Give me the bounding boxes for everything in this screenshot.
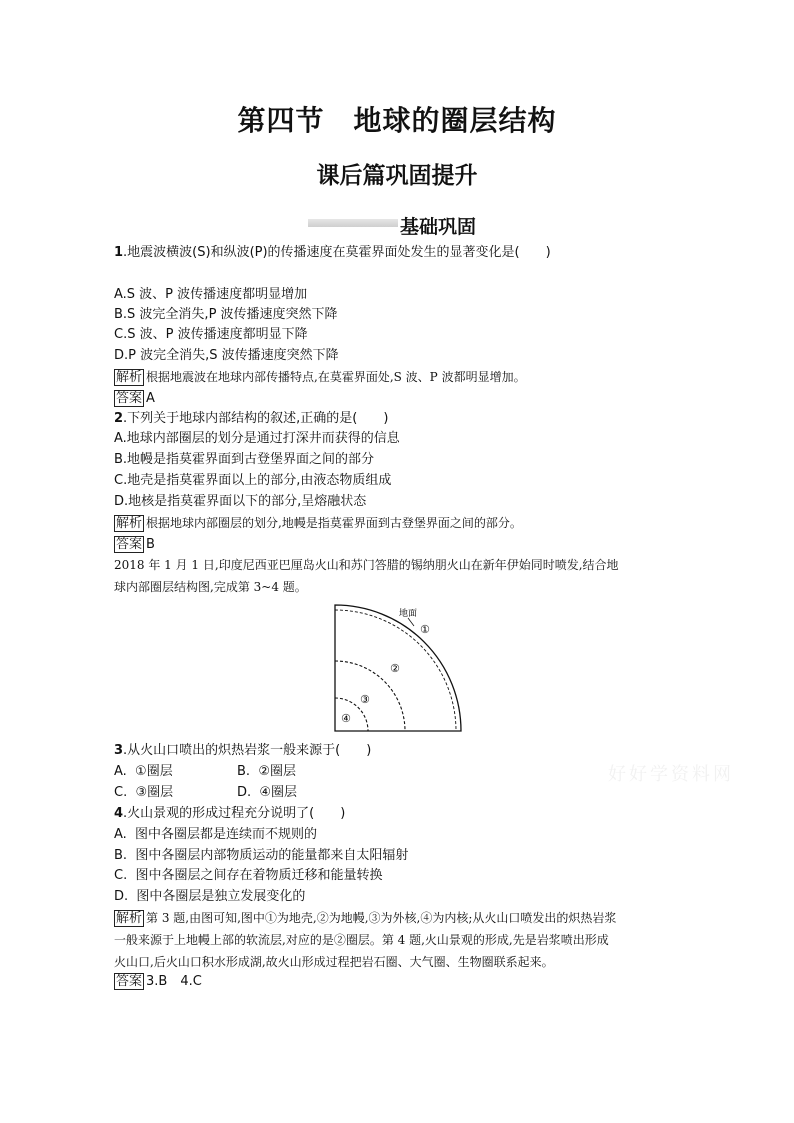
question-3-option-c: C. ③圈层 (114, 785, 174, 800)
question-1-answer (114, 390, 155, 407)
layer-2-label: ② (390, 662, 400, 675)
question-2-analysis (114, 515, 522, 532)
question-2-analysis-text: 根据地球内部圈层的划分,地幔是指莫霍界面到古登堡界面之间的部分。 (146, 516, 522, 530)
question-4-option-a: A. 图中各圈层都是连续而不规则的 (114, 827, 318, 842)
question-3-4-analysis (114, 910, 616, 927)
analysis-label: 解析 (116, 516, 143, 531)
question-4-number: 4 (114, 806, 124, 821)
question-4-option-c: C. 图中各圈层之间存在着物质迁移和能量转换 (114, 868, 383, 883)
question-1-option-d: D.P 波完全消失,S 波传播速度突然下降 (114, 348, 339, 363)
question-3-option-d: D. ④圈层 (237, 785, 298, 800)
question-3-text: .从火山口喷出的炽热岩浆一般来源于( ) (123, 743, 372, 758)
surface-label: 地面 (399, 609, 418, 619)
question-2-option-b: B.地幔是指莫霍界面到古登堡界面之间的部分 (114, 452, 375, 467)
question-2-answer-value: B (146, 537, 155, 552)
surface-leader-line (408, 618, 414, 626)
question-1-analysis (114, 369, 526, 386)
question-1-answer-value: A (146, 391, 155, 406)
analysis-label: 解析 (116, 370, 143, 385)
question-3-option-b: B. ②圈层 (237, 764, 296, 779)
question-3-4-answer-value: 3.B 4.C (146, 974, 202, 989)
question-4-option-d: D. 图中各圈层是独立发展变化的 (114, 889, 306, 904)
question-2-number: 2 (114, 411, 124, 426)
question-2-text: .下列关于地球内部结构的叙述,正确的是( ) (123, 411, 389, 426)
layer-3-label: ③ (360, 693, 370, 706)
answer-label: 答案 (116, 974, 143, 989)
question-1-option-b: B.S 波完全消失,P 波传播速度突然下降 (114, 307, 338, 322)
section-decoration-bar (308, 219, 398, 227)
question-1-text: .地震波横波(S)和纵波(P)的传播速度在莫霍界面处发生的显著变化是( ) (123, 245, 551, 260)
question-3-stem (114, 743, 371, 759)
question-2-option-c: C.地壳是指莫霍界面以上的部分,由液态物质组成 (114, 473, 392, 488)
question-4-text: .火山景观的形成过程充分说明了( ) (123, 806, 346, 821)
question-1-analysis-text: 根据地震波在地球内部传播特点,在莫霍界面处,S 波、P 波都明显增加。 (146, 370, 526, 384)
question-3-number: 3 (114, 743, 124, 758)
question-1-number: 1 (114, 245, 124, 260)
answer-label: 答案 (116, 537, 143, 552)
answer-label: 答案 (116, 391, 143, 406)
earth-layers-figure (334, 604, 464, 732)
passage-line-1: 2018 年 1 月 1 日,印度尼西亚巴厘岛火山和苏门答腊的锡纳朋火山在新年伊始同时喷发,结合地 (114, 558, 619, 572)
question-4-option-b: B. 图中各圈层内部物质运动的能量都来自太阳辐射 (114, 848, 409, 863)
question-2-stem (114, 411, 388, 427)
question-1-option-c: C.S 波、P 波传播速度都明显下降 (114, 327, 308, 342)
question-2-option-d: D.地核是指莫霍界面以下的部分,呈熔融状态 (114, 494, 367, 509)
question-1-option-a: A.S 波、P 波传播速度都明显增加 (114, 287, 308, 302)
question-3-4-analysis-line-2: 一般来源于上地幔上部的软流层,对应的是②圈层。第 4 题,火山景观的形成,先是岩浆喷出形成 (114, 933, 609, 947)
question-1-stem (114, 245, 551, 261)
question-3-4-analysis-line-3: 火山口,后火山口积水形成湖,故火山形成过程把岩石圈、大气圈、生物圈联系起来。 (114, 955, 554, 969)
question-2-answer (114, 536, 155, 553)
question-2-option-a: A.地球内部圈层的划分是通过打深井而获得的信息 (114, 431, 400, 446)
analysis-label: 解析 (116, 911, 143, 926)
layer-1-label: ① (420, 623, 430, 636)
question-3-4-answer (114, 973, 202, 990)
section-heading: 基础巩固 (400, 216, 477, 238)
passage-line-2: 球内部圈层结构图,完成第 3~4 题。 (114, 580, 307, 594)
watermark: 好好学资料网 (608, 764, 734, 785)
question-4-stem (114, 806, 345, 822)
page-subtitle: 课后篇巩固提升 (316, 163, 478, 189)
page-title: 第四节 地球的圈层结构 (237, 104, 557, 137)
question-3-option-a: A. ①圈层 (114, 764, 173, 779)
question-3-4-analysis-line-1: 第 3 题,由图可知,图中①为地壳,②为地幔,③为外核,④为内核;从火山口喷发出的炽热岩浆 (146, 911, 617, 925)
layer-4-label: ④ (341, 712, 351, 725)
